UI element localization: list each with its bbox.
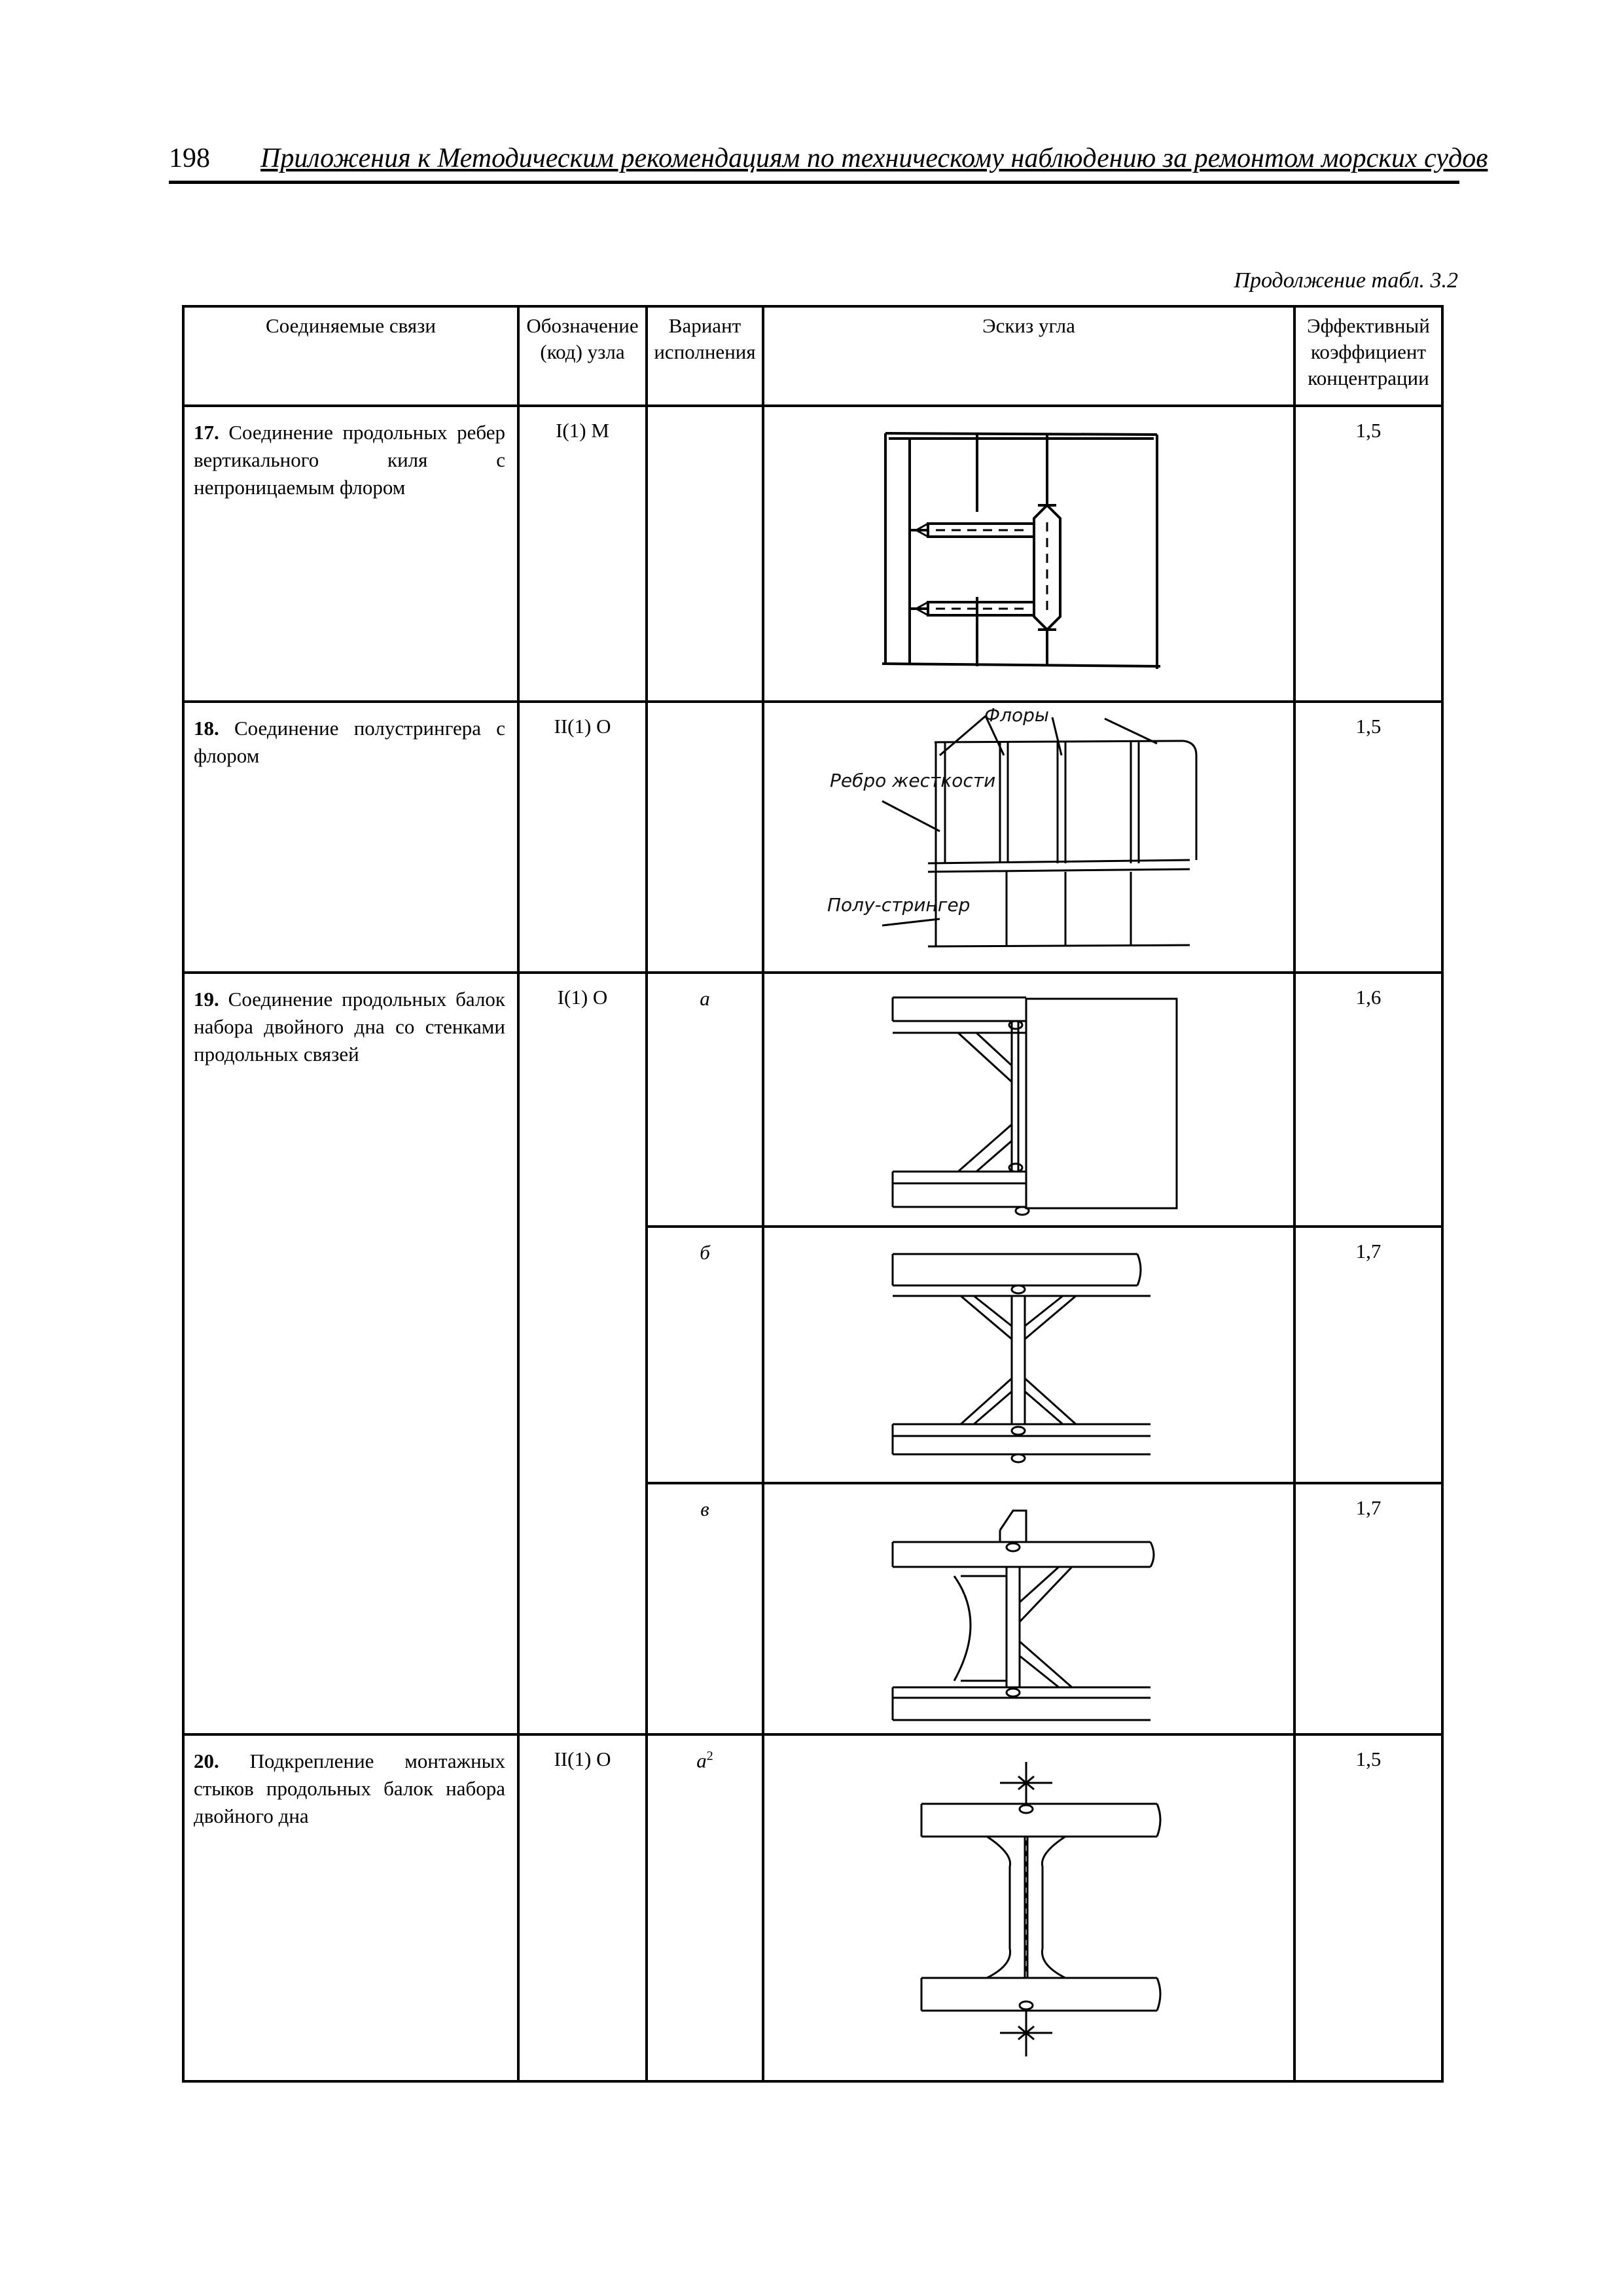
row-17-coef: 1,5 — [1294, 406, 1442, 702]
row-19c-sketch — [763, 1483, 1294, 1734]
row-number: 19. — [194, 988, 219, 1011]
table-row — [183, 406, 1442, 702]
row-18-code: II(1) O — [518, 702, 647, 973]
row-19-code: I(1) O — [518, 973, 647, 1734]
table-row — [183, 1734, 1442, 2081]
row-number: 18. — [194, 717, 219, 740]
row-18-coef: 1,5 — [1294, 702, 1442, 973]
header-variant: Вариант исполнения — [647, 306, 763, 406]
row-19c-variant: в — [647, 1483, 763, 1734]
label-rib: Ребро жесткости — [830, 770, 996, 791]
row-number: 17. — [194, 421, 219, 444]
row-description: Соединение продольных ребер вертикального киля с непроницаемым флором — [194, 421, 505, 499]
label-floors: Флоры — [984, 704, 1050, 726]
row-description: Соединение продольных балок набора двойного дна со стенками продольных связей — [194, 988, 505, 1066]
row-17-code: I(1) M — [518, 406, 647, 702]
row-18-desc — [183, 702, 518, 973]
row-19a-sketch — [763, 973, 1294, 1227]
half-stringer-sketch — [764, 703, 1293, 971]
variant-letter: а — [696, 1749, 707, 1772]
continuation-label: Продолжение табл. 3.2 — [1234, 268, 1458, 293]
row-description: Соединение полустрингера с флором — [194, 717, 506, 767]
running-title: Приложения к Методическим рекомендациям по техническому наблюдению за ремонтом морских судов — [260, 143, 1488, 173]
header-sketch: Эскиз угла — [763, 306, 1294, 406]
variant-superscript: 2 — [706, 1749, 713, 1763]
header-coef: Эффективный коэффициент концентрации — [1294, 306, 1442, 406]
row-20-code: II(1) O — [518, 1734, 647, 2081]
row-19c-coef: 1,7 — [1294, 1483, 1442, 1734]
joints-table — [182, 305, 1444, 2083]
page-number: 198 — [169, 143, 210, 173]
table-row — [183, 973, 1442, 1227]
row-19-desc — [183, 973, 518, 1734]
header-links: Соединяемые связи — [183, 306, 518, 406]
row-19b-coef: 1,7 — [1294, 1227, 1442, 1483]
double-bottom-sketch-b — [764, 1228, 1293, 1482]
row-18-variant — [647, 702, 763, 973]
mounting-joint-sketch — [764, 1736, 1293, 2080]
row-17-sketch — [763, 406, 1294, 702]
table-row — [183, 702, 1442, 973]
table-header-row — [183, 306, 1442, 406]
double-bottom-sketch-c — [764, 1484, 1293, 1733]
row-19a-variant: а — [647, 973, 763, 1227]
header-code: Обозначение (код) узла — [518, 306, 647, 406]
keel-floor-sketch — [764, 407, 1293, 700]
row-20-desc — [183, 1734, 518, 2081]
row-20-variant — [647, 1734, 763, 2081]
row-19a-coef: 1,6 — [1294, 973, 1442, 1227]
page-header — [169, 139, 1488, 184]
row-17-desc — [183, 406, 518, 702]
row-20-coef: 1,5 — [1294, 1734, 1442, 2081]
row-19b-sketch — [763, 1227, 1294, 1483]
label-stringer: Полу-стрингер — [827, 894, 971, 916]
double-bottom-sketch-a — [764, 974, 1293, 1225]
row-number: 20. — [194, 1749, 219, 1772]
row-17-variant — [647, 406, 763, 702]
row-18-sketch — [763, 702, 1294, 973]
row-19b-variant: б — [647, 1227, 763, 1483]
row-20-sketch — [763, 1734, 1294, 2081]
row-description: Подкрепление монтажных стыков продольных балок набора двойного дна — [194, 1749, 506, 1827]
